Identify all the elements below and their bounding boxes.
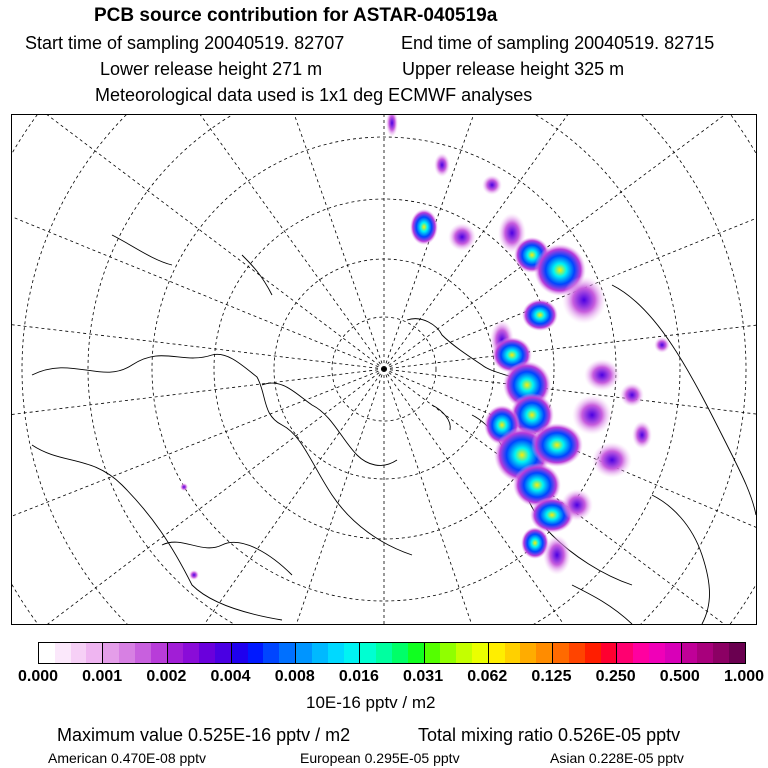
polar-map (11, 114, 757, 625)
colorbar-tick-label: 0.002 (146, 668, 187, 685)
colorbar-tick-label: 1.000 (723, 668, 765, 685)
colorbar-tick-label: 0.000 (17, 668, 59, 685)
end-time-label: End time of sampling 20040519. 82715 (401, 33, 715, 53)
met-data-label: Meteorological data used is 1x1 deg ECMWF analyses (95, 85, 533, 105)
colorbar-swatch (665, 643, 681, 663)
lower-release-label: Lower release height 271 m (100, 59, 323, 79)
asian-contribution-label: Asian 0.228E-05 pptv (550, 750, 684, 766)
start-time-label: Start time of sampling 20040519. 82707 (25, 33, 345, 53)
colorbar-swatch (472, 643, 488, 663)
colorbar-swatch (232, 643, 248, 663)
colorbar-segment (168, 643, 232, 663)
colorbar-swatch (489, 643, 505, 663)
american-contribution-label: American 0.470E-08 pptv (48, 750, 206, 766)
colorbar-units: 10E-16 pptv / m2 (306, 693, 436, 712)
colorbar-swatch (505, 643, 521, 663)
colorbar-swatch (392, 643, 408, 663)
colorbar-segment (682, 643, 745, 663)
colorbar-tick-label: 0.500 (659, 668, 700, 685)
colorbar-swatch (601, 643, 617, 663)
colorbar-swatch (682, 643, 698, 663)
colorbar-tick-label: 0.125 (531, 668, 572, 685)
concentration-field (180, 115, 670, 580)
colorbar-swatch (425, 643, 441, 663)
colorbar-swatch (633, 643, 649, 663)
colorbar-swatch (520, 643, 536, 663)
colorbar-swatch (713, 643, 729, 663)
colorbar-swatch (55, 643, 71, 663)
colorbar-swatch (569, 643, 585, 663)
colorbar-swatch (697, 643, 713, 663)
colorbar-segment (617, 643, 681, 663)
total-mixing-ratio-label: Total mixing ratio 0.526E-05 pptv (418, 725, 681, 745)
colorbar-segment (39, 643, 103, 663)
colorbar-swatch (312, 643, 328, 663)
colorbar-swatch (296, 643, 312, 663)
colorbar-swatch (135, 643, 151, 663)
colorbar-swatch (617, 643, 633, 663)
colorbar-segment (232, 643, 296, 663)
colorbar (38, 642, 746, 664)
colorbar-swatch (344, 643, 360, 663)
colorbar-swatch (263, 643, 279, 663)
colorbar-segment (425, 643, 489, 663)
colorbar-segment (553, 643, 617, 663)
colorbar-swatch (215, 643, 231, 663)
colorbar-swatch (440, 643, 456, 663)
colorbar-swatch (729, 643, 745, 663)
colorbar-tick-label: 0.004 (210, 668, 251, 685)
colorbar-swatch (103, 643, 119, 663)
colorbar-swatch (585, 643, 601, 663)
colorbar-swatch (119, 643, 135, 663)
colorbar-swatch (328, 643, 344, 663)
colorbar-tick-label: 0.001 (82, 668, 123, 685)
colorbar-segment (296, 643, 360, 663)
colorbar-swatch (71, 643, 87, 663)
plot-title: PCB source contribution for ASTAR-040519a (94, 5, 498, 26)
colorbar-tick-label: 0.016 (338, 668, 379, 685)
colorbar-swatch (456, 643, 472, 663)
european-contribution-label: European 0.295E-05 pptv (300, 750, 460, 766)
colorbar-segment (360, 643, 424, 663)
colorbar-tick-label: 0.250 (595, 668, 636, 685)
colorbar-swatch (408, 643, 424, 663)
colorbar-tick-label: 0.031 (403, 668, 444, 685)
upper-release-label: Upper release height 325 m (402, 59, 625, 79)
colorbar-swatch (151, 643, 167, 663)
maximum-value-label: Maximum value 0.525E-16 pptv / m2 (57, 725, 351, 745)
map-canvas (12, 115, 756, 624)
colorbar-tick-label: 0.008 (274, 668, 315, 685)
colorbar-swatch (39, 643, 55, 663)
colorbar-swatch (649, 643, 665, 663)
colorbar-tick-label: 0.062 (467, 668, 508, 685)
colorbar-swatch (86, 643, 102, 663)
colorbar-swatch (376, 643, 392, 663)
colorbar-swatch (183, 643, 199, 663)
colorbar-swatch (199, 643, 215, 663)
colorbar-swatch (536, 643, 552, 663)
colorbar-swatch (279, 643, 295, 663)
colorbar-swatch (360, 643, 376, 663)
colorbar-swatch (553, 643, 569, 663)
colorbar-segment (103, 643, 167, 663)
colorbar-swatch (168, 643, 184, 663)
colorbar-segment (489, 643, 553, 663)
colorbar-swatch (248, 643, 264, 663)
